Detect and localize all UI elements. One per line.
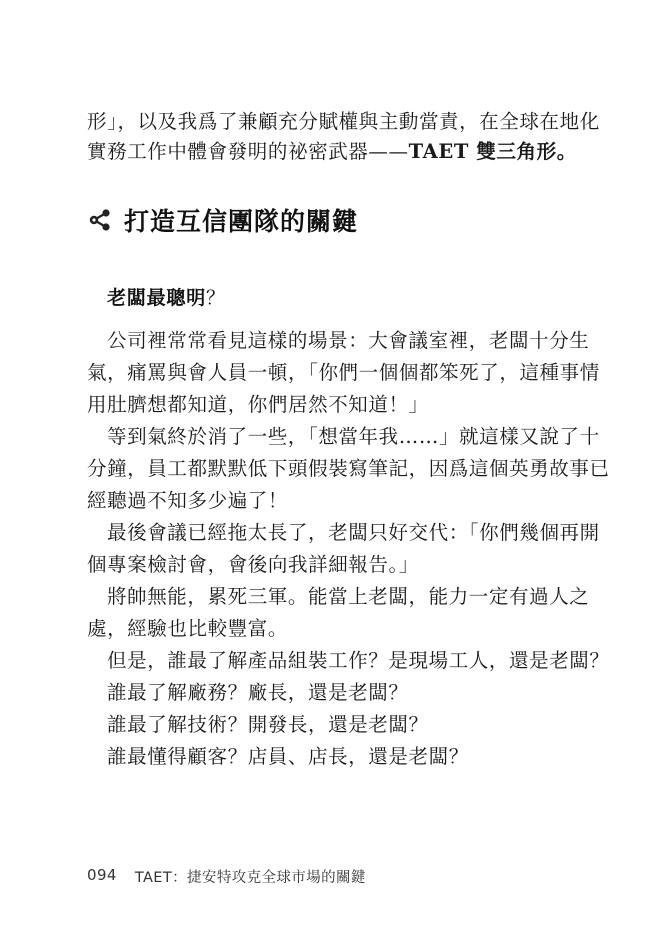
paragraph-text: 用肚臍想都知道，你們居然不知道！」: [87, 393, 429, 416]
book-title: TAET：捷安特攻克全球市場的關鍵: [134, 870, 366, 886]
sub-heading-mark: ？: [206, 287, 226, 309]
paragraph-text: 將帥無能，累死三軍。能當上老闆，能力一定有過人之: [107, 585, 590, 608]
paragraph-line: [87, 421, 600, 453]
paragraph-line: [87, 517, 600, 549]
paragraph-text: 個專案檢討會，會後向我詳細報告。」: [87, 553, 419, 576]
page-number: 094: [87, 866, 117, 884]
intro-line-2: [87, 137, 577, 167]
section-heading: [88, 200, 358, 240]
paragraph-text: 公司裡常常看見這樣的場景：大會議室裡，老闆十分生: [107, 329, 590, 352]
paragraph-line: [87, 645, 610, 677]
paragraph-text: 分鐘，員工都默默低下頭假裝寫筆記，因爲這個英勇故事已: [87, 457, 610, 480]
paragraph-text: 誰最了解廠務？廠長，還是老闆？: [107, 681, 409, 704]
paragraph-line: [87, 709, 567, 741]
paragraph-line: [87, 613, 567, 645]
paragraph-line: [87, 389, 567, 421]
paragraph-text: 處，經驗也比較豐富。: [87, 617, 289, 640]
paragraph-line: [87, 325, 590, 357]
intro-line-1: 形」，以及我爲了兼顧充分賦權與主動當責，在全球在地化: [87, 110, 600, 133]
sub-heading-text: 老闆最聰明: [107, 287, 207, 309]
section-title: 打造互信團隊的關鍵: [124, 207, 359, 236]
paragraph-line: [87, 453, 610, 485]
intro-line-2-bold: TAET: [408, 140, 469, 163]
sub-heading: [107, 283, 226, 310]
intro-paragraph: [87, 107, 600, 167]
paragraph-line: [87, 741, 567, 773]
paragraph-text: 誰最了解技術？開發長，還是老闆？: [107, 713, 429, 736]
intro-line-2-pre: 實務工作中體會發明的祕密武器——: [87, 140, 409, 163]
share-nodes-icon: [88, 208, 112, 232]
paragraph-line: [87, 549, 567, 581]
paragraph-line: [87, 485, 567, 517]
paragraph-text: 氣，痛罵與會人員一頓，「你們一個個都笨死了，這種事情: [87, 361, 600, 384]
paragraph-text: 最後會議已經拖太長了，老闆只好交代：「你們幾個再開: [107, 521, 600, 544]
paragraph-line: [87, 581, 590, 613]
body-paragraphs: [87, 325, 610, 773]
paragraph-line: [87, 357, 600, 389]
paragraph-text: 誰最懂得顧客？店員、店長，還是老闆？: [107, 745, 469, 768]
page-footer: [87, 866, 366, 887]
paragraph-text: 等到氣終於消了一些，「想當年我……」就這樣又說了十: [107, 425, 600, 448]
paragraph-text: 經聽過不知多少遍了！: [87, 489, 289, 512]
intro-line-2-post: 雙三角形。: [468, 140, 577, 163]
paragraph-line: [87, 677, 567, 709]
paragraph-text: 但是，誰最了解產品組裝工作？是現場工人，還是老闆？: [107, 649, 610, 672]
